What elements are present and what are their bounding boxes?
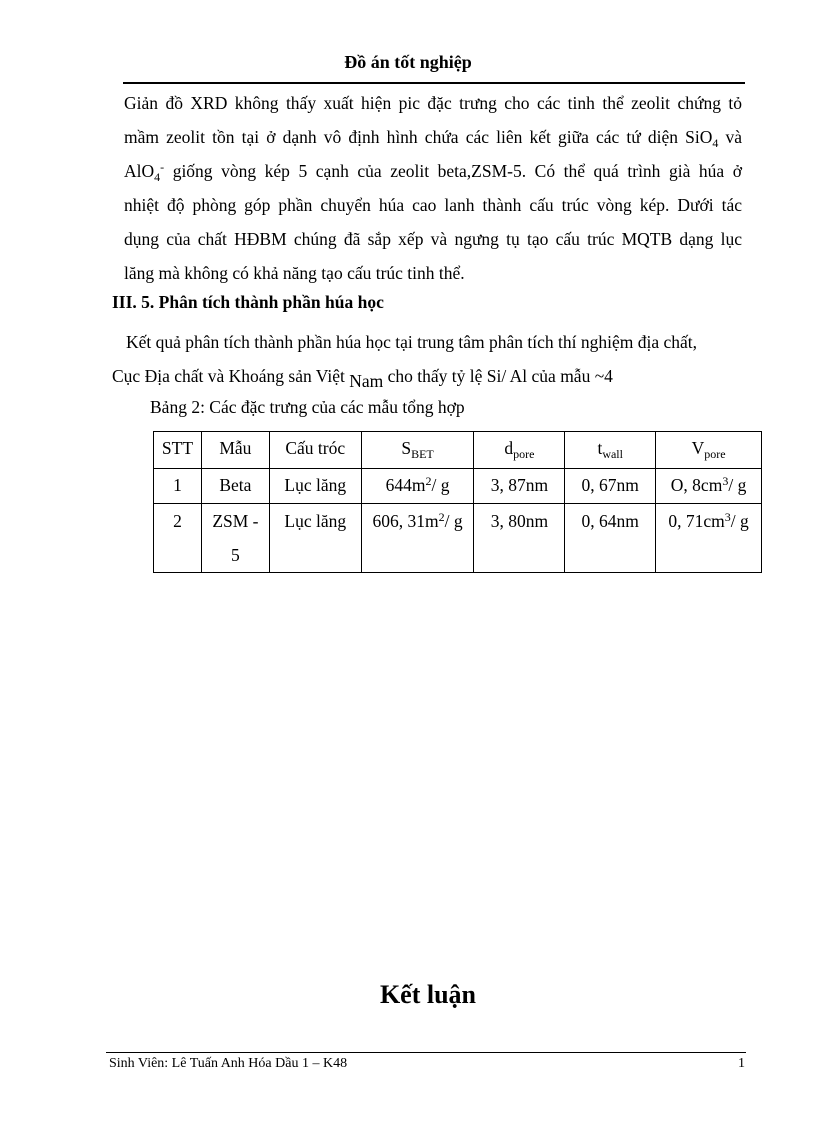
superscript: - — [160, 160, 165, 174]
paragraph-xrd — [112, 86, 742, 290]
cell-sbet — [361, 469, 474, 504]
text-segment: giống vòng kép 5 cạnh của zeolit beta,ZSM-5. Có thể quá trình già húa ở — [164, 161, 742, 181]
superscript: 3 — [724, 510, 731, 524]
cell-dpore: 3, 87nm — [474, 469, 565, 504]
header-dpore — [474, 432, 565, 469]
superscript: 2 — [438, 510, 445, 524]
text-segment: và — [718, 127, 742, 147]
paragraph-line — [112, 120, 742, 154]
cell-cau-truc: Lục lăng — [269, 504, 361, 573]
cell-value: 606, 31m — [372, 511, 439, 531]
cell-vpore — [656, 469, 762, 504]
text-segment: Nam — [349, 371, 384, 391]
cell-line: 5 — [231, 545, 240, 565]
cell-mau — [201, 504, 269, 573]
paragraph-line — [112, 359, 742, 393]
footer-author: Sinh Viên: Lê Tuấn Anh Hóa Dầu 1 – K48 — [109, 1056, 348, 1071]
superscript: 2 — [425, 474, 432, 488]
header-symbol: S — [401, 438, 412, 458]
header-vpore — [656, 432, 762, 469]
paragraph-line — [112, 154, 742, 188]
cell-twall: 0, 64nm — [565, 504, 656, 573]
subscript: wall — [602, 447, 623, 461]
cell-unit: / g — [728, 475, 747, 495]
header-sbet — [361, 432, 474, 469]
text-segment: cho thấy tỷ lệ Si/ Al của mẫu ~4 — [383, 366, 613, 386]
paragraph-analysis — [112, 325, 742, 393]
header-mau: Mẫu — [201, 432, 269, 469]
text-segment: mầm zeolit tồn tại ở dạnh vô định hình chứa các liên kết giữa các tứ diện SiO — [124, 127, 713, 147]
section-heading: III. 5. Phân tích thành phần húa học — [112, 292, 384, 312]
header-cau-truc: Cấu tróc — [269, 432, 361, 469]
text-segment: Cục Địa chất và Khoáng sản Việt — [112, 366, 350, 386]
conclusion-title: Kết luận — [379, 980, 477, 1009]
cell-unit: / g — [431, 475, 450, 495]
header-twall — [565, 432, 656, 469]
cell-unit: / g — [730, 511, 749, 531]
table-caption: Bảng 2: Các đặc trưng của các mẫu tổng hợp — [150, 397, 465, 417]
cell-line: ZSM - — [212, 511, 259, 531]
subscript: 4 — [154, 170, 161, 184]
table-header-row — [154, 432, 762, 469]
cell-mau: Beta — [201, 469, 269, 504]
paragraph-line: Giản đồ XRD không thấy xuất hiện pic đặc trưng cho các tinh thể zeolit chứng tỏ — [124, 93, 742, 113]
table-row — [154, 504, 762, 573]
header-symbol: t — [597, 438, 603, 458]
table-row — [154, 469, 762, 504]
cell-value: 644m — [385, 475, 426, 495]
paragraph-line: dụng của chất HĐBM chúng đã sắp xếp và ngưng tụ tạo cấu trúc MQTB dạng lục — [124, 229, 742, 249]
cell-stt: 1 — [154, 469, 202, 504]
subscript: pore — [704, 447, 726, 461]
properties-table — [153, 431, 762, 573]
cell-dpore: 3, 80nm — [474, 504, 565, 573]
cell-value: O, 8cm — [670, 475, 723, 495]
subscript: BET — [411, 447, 434, 461]
header-symbol: d — [504, 438, 514, 458]
text-segment: AlO — [124, 161, 155, 181]
cell-vpore — [656, 504, 762, 573]
footer-rule — [106, 1052, 746, 1053]
cell-value: 0, 71cm — [668, 511, 725, 531]
cell-cau-truc: Lục lăng — [269, 469, 361, 504]
superscript: 3 — [722, 474, 729, 488]
page-number: 1 — [738, 1056, 745, 1071]
subscript: 4 — [712, 136, 719, 150]
subscript: pore — [513, 447, 535, 461]
cell-unit: / g — [444, 511, 463, 531]
header-rule — [123, 82, 745, 84]
paragraph-line: Kết quả phân tích thành phần húa học tại trung tâm phân tích thí nghiệm địa chất, — [126, 332, 698, 352]
paragraph-line: lăng mà không có khả năng tạo cấu trúc tinh thể. — [124, 263, 465, 283]
cell-stt: 2 — [154, 504, 202, 573]
cell-sbet — [361, 504, 474, 573]
paragraph-line: nhiệt độ phòng góp phần chuyển húa cao lanh thành cấu trúc vòng kép. Dưới tác — [124, 195, 742, 215]
cell-twall: 0, 67nm — [565, 469, 656, 504]
document-header-title: Đồ án tốt nghiệp — [344, 52, 472, 72]
header-stt: STT — [154, 432, 202, 469]
header-symbol: V — [691, 438, 705, 458]
